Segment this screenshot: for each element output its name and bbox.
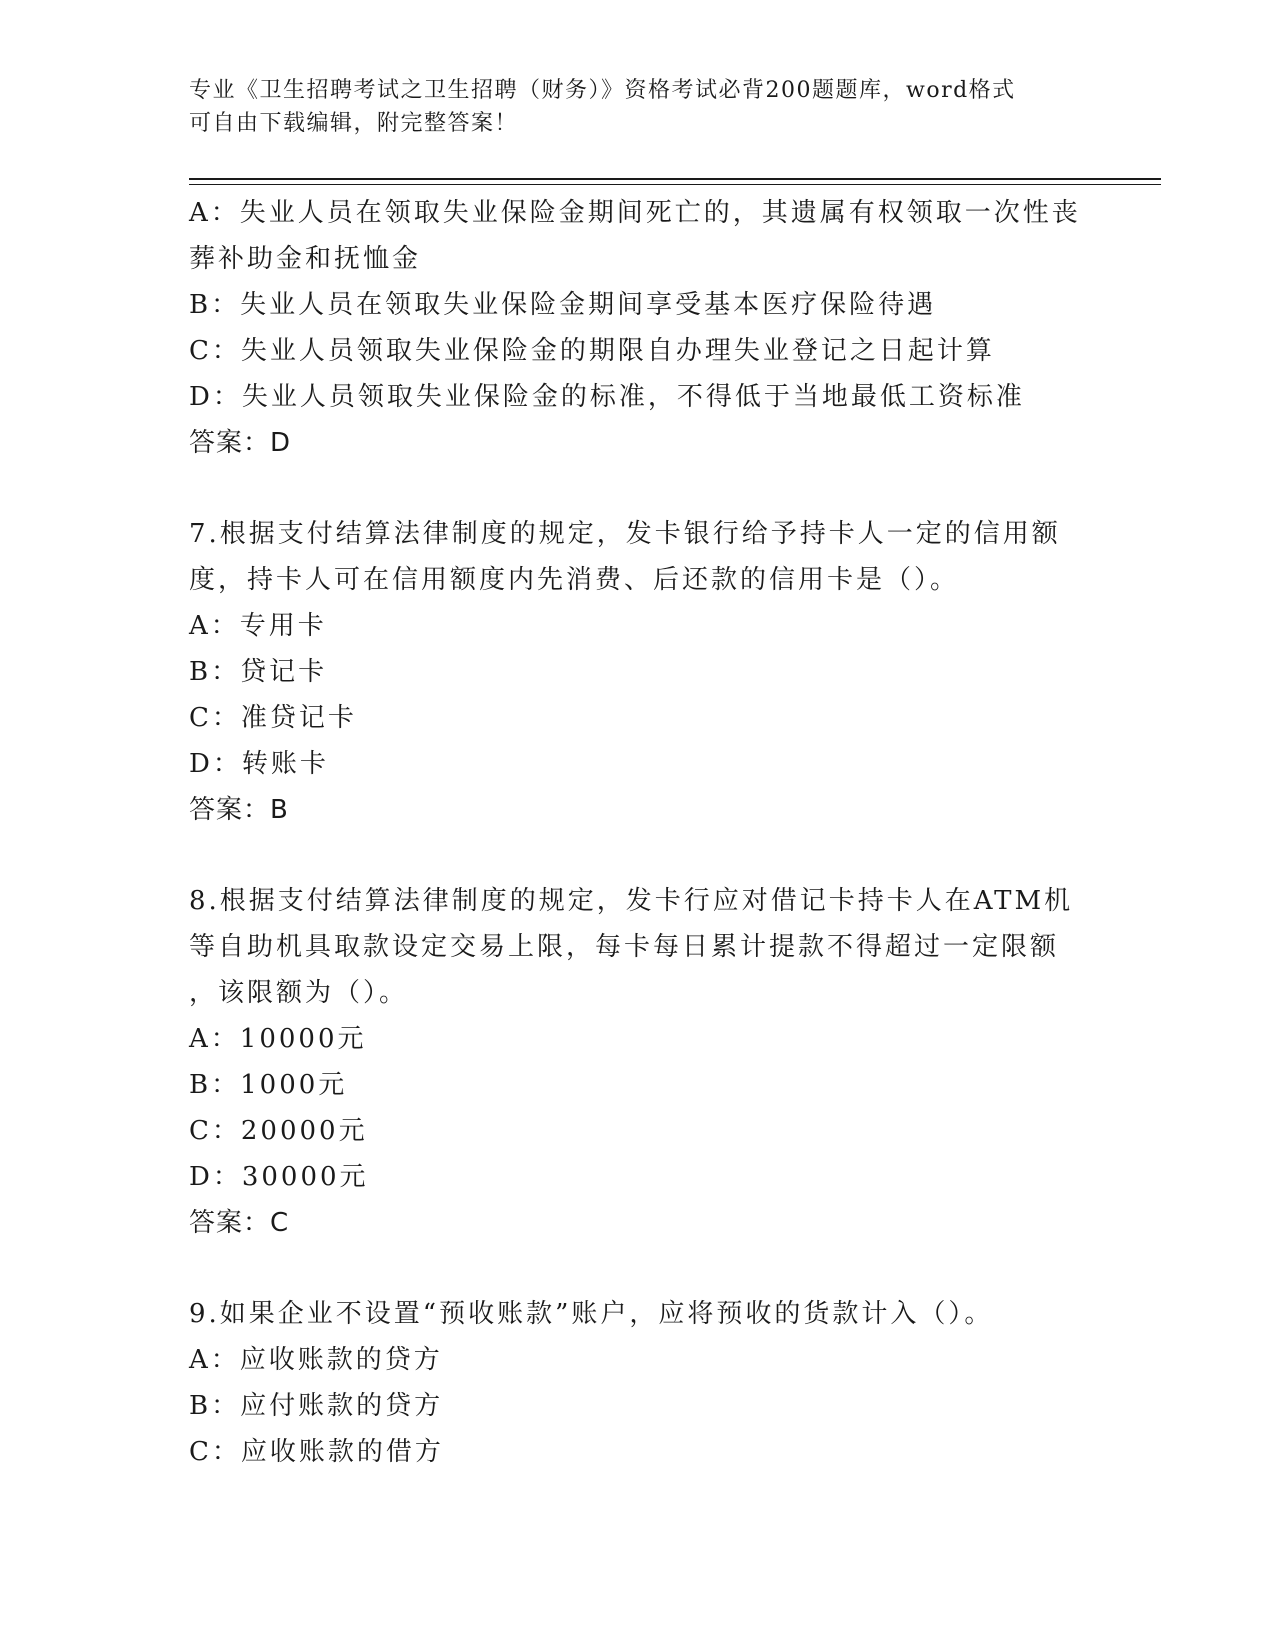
option-a: A：10000元 (189, 1024, 367, 1054)
answer: 答案：B (189, 795, 289, 825)
header-line-2: 可自由下载编辑，附完整答案！ (189, 111, 519, 136)
option-a: A：专用卡 (189, 611, 327, 641)
option-c: C：准贷记卡 (189, 703, 357, 733)
question-stem-line-3: ，该限额为（）。 (189, 978, 409, 1008)
option-c: C：20000元 (189, 1116, 368, 1146)
header-rule-thick (189, 178, 1161, 180)
question-8 (189, 878, 1109, 1246)
option-c: C：失业人员领取失业保险金的期限自办理失业登记之日起计算 (189, 336, 995, 366)
question-stem-line-2: 等自助机具取款设定交易上限，每卡每日累计提款不得超过一定限额 (189, 932, 1060, 962)
question-9 (189, 1291, 1109, 1475)
answer: 答案：D (189, 428, 292, 458)
option-b: B：失业人员在领取失业保险金期间享受基本医疗保险待遇 (189, 290, 937, 320)
question-7 (189, 511, 1109, 833)
question-stem-line-1: 8.根据支付结算法律制度的规定，发卡行应对借记卡持卡人在ATM机 (189, 886, 1074, 916)
answer: 答案：C (189, 1208, 290, 1238)
question-6-continued (189, 190, 1109, 466)
option-d: D：转账卡 (189, 749, 329, 779)
option-d: D：失业人员领取失业保险金的标准，不得低于当地最低工资标准 (189, 382, 1025, 412)
question-content (189, 190, 1109, 1475)
question-stem-line-1: 7.根据支付结算法律制度的规定，发卡银行给予持卡人一定的信用额 (189, 519, 1061, 549)
option-c: C：应收账款的借方 (189, 1437, 444, 1467)
option-a-line-1: A：失业人员在领取失业保险金期间死亡的，其遗属有权领取一次性丧 (189, 198, 1081, 228)
question-stem-line-2: 度，持卡人可在信用额度内先消费、后还款的信用卡是（）。 (189, 565, 960, 595)
option-b: B：贷记卡 (189, 657, 328, 687)
header-rule-thin (189, 184, 1161, 185)
header-line-1: 专业《卫生招聘考试之卫生招聘（财务）》资格考试必背200题题库，word格式 (189, 78, 1016, 103)
option-d: D：30000元 (189, 1162, 369, 1192)
option-a: A：应收账款的贷方 (189, 1345, 443, 1375)
option-b: B：应付账款的贷方 (189, 1391, 444, 1421)
question-stem-line-1: 9.如果企业不设置“预收账款”账户，应将预收的货款计入（）。 (189, 1299, 994, 1329)
document-header (189, 74, 1089, 140)
option-a-line-2: 葬补助金和抚恤金 (189, 244, 422, 274)
option-b: B：1000元 (189, 1070, 348, 1100)
